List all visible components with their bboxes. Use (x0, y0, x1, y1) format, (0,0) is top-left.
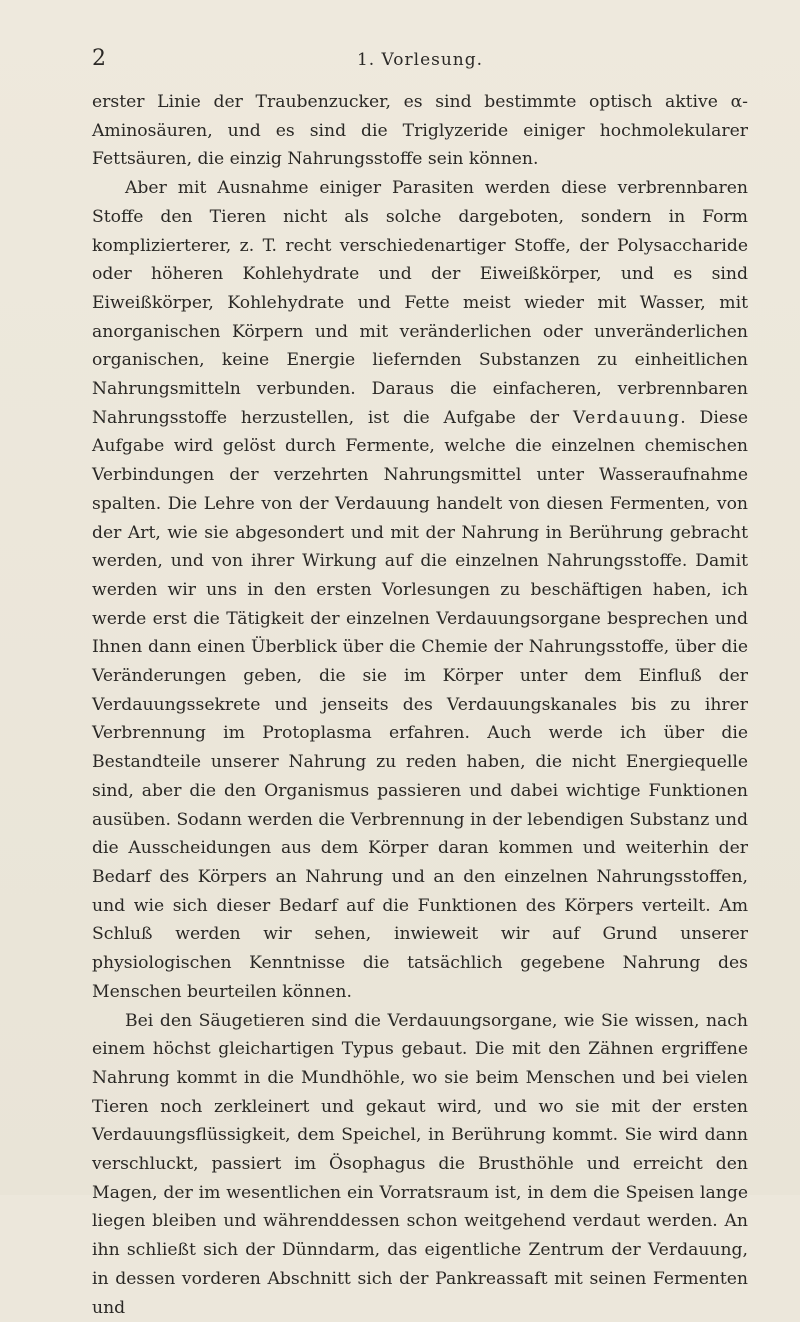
emphasized-term-verdauung: Verdauung (573, 408, 680, 428)
paragraph-1 (92, 88, 748, 174)
paragraph-2 (92, 174, 748, 1006)
text-segment: . Diese Aufgabe wird gelöst durch Fermente, welche die einzelnen chemischen Verbindungen der verzehrten Nahrungsmittel unter Wasseraufnahme spalten. Die Lehre von der Verdauung handelt von diesen Fermenten, von der Art, wie sie abgesondert und mit der Nahrung in Berührung gebracht werden, und von ihrer Wirkung auf die einzelnen Nahrungsstoffe. Damit werden wir uns in den ersten Vorlesungen zu beschäftigen haben, ich werde erst die Tätigkeit der einzelnen Verdauungsorgane besprechen und Ihnen dann einen Überblick über die Chemie der Nahrungsstoffe, über die Veränderungen geben, die sie im Körper unter dem Einfluß der Verdauungssekrete und jenseits des Verdauungskanales bis zu ihrer Verbrennung im Protoplasma erfahren. Auch werde ich über die Bestandteile unserer Nahrung zu reden haben, die nicht Energiequelle sind, aber die den Organismus passieren und dabei wichtige Funktionen ausüben. Sodann werden die Verbrennung in der lebendigen Substanz und die Ausscheidungen aus dem Körper daran kommen und weiterhin der Bedarf des Körpers an Nahrung und an den einzelnen Nahrungsstoffen, und wie sich dieser Bedarf auf die Funktionen des Körpers verteilt. Am Schluß werden wir sehen, inwieweit wir auf Grund unserer physiologischen Kenntnisse die tatsächlich gegebene Nahrung des Menschen beurteilen können. (92, 408, 748, 1002)
text-segment: Bei den Säugetieren sind die Verdauungsorgane, wie Sie wissen, nach einem höchst gleichartigen Typus gebaut. Die mit den Zähnen ergriffene Nahrung kommt in die Mundhöhle, wo sie beim Menschen und bei vielen Tieren noch zerkleinert und gekaut wird, und wo sie mit der ersten Verdauungsflüssigkeit, dem Speichel, in Berührung kommt. Sie wird dann verschluckt, passiert im Ösophagus die Brusthöhle und erreicht den Magen, der im wesentlichen ein Vorratsraum ist, in dem die Speisen lange liegen bleiben und währenddessen schon weitgehend verdaut werden. An ihn schließt sich der Dünndarm, das eigentliche Zentrum der Verdauung, in dessen vorderen Abschnitt sich der Pankreassaft mit seinen Fermenten und (92, 1011, 748, 1318)
page-header (92, 46, 748, 76)
body-text (92, 88, 748, 1322)
running-head: 1. Vorlesung. (92, 50, 748, 70)
text-segment: Aber mit Ausnahme einiger Parasiten werden diese verbrennbaren Stoffe den Tieren nicht als solche dargeboten, sondern in Form komplizierterer, z. T. recht verschiedenartiger Stoffe, der Polysaccharide oder höheren Kohlehydrate und der Eiweißkörper, und es sind Eiweißkörper, Kohlehydrate und Fette meist wieder mit Wasser, mit anorganischen Körpern und mit veränderlichen oder unveränderlichen organischen, keine Energie liefernden Substanzen zu einheitlichen Nahrungsmitteln verbunden. Daraus die einfacheren, verbrennbaren Nahrungsstoffe herzustellen, ist die Aufgabe der (92, 178, 748, 428)
paragraph-3 (92, 1007, 748, 1322)
text-segment: erster Linie der Traubenzucker, es sind bestimmte optisch aktive α-Aminosäuren, und es sind die Triglyzeride einiger hochmolekularer Fettsäuren, die einzig Nahrungsstoffe sein können. (92, 92, 748, 169)
page-number: 2 (92, 46, 106, 71)
